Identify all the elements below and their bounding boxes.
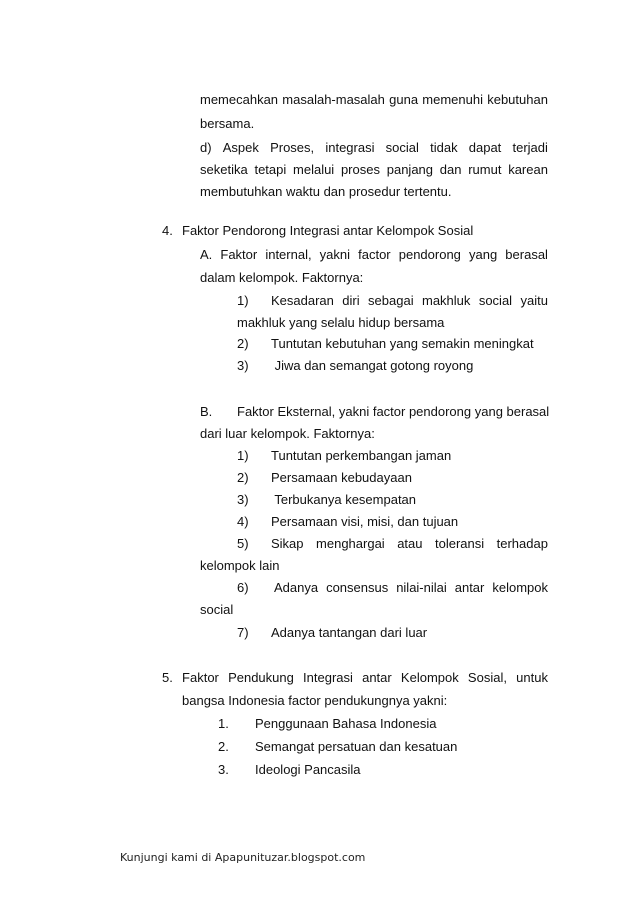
list-item <box>274 580 548 596</box>
list-item: Jiwa dan semangat gotong royong <box>271 358 474 373</box>
word: seketika <box>200 162 248 177</box>
word: tetapi <box>254 162 287 177</box>
factor-b-line-2: dari luar kelompok. Faktornya: <box>200 426 375 441</box>
word: Kesadaran <box>271 293 334 308</box>
page-footer: Kunjungi kami di Apapunituzar.blogspot.com <box>120 851 366 864</box>
word: social <box>478 293 513 308</box>
list-item: Tuntutan kebutuhan yang semakin meningkat <box>271 336 534 351</box>
word: terhadap <box>496 536 548 551</box>
list-number: 1) <box>237 448 249 463</box>
word: makhluk <box>422 293 471 308</box>
section-5-line-1 <box>162 670 548 686</box>
word: masalah-masalah <box>282 92 385 107</box>
factor-a-line-1 <box>200 247 548 263</box>
word: integrasi <box>325 140 375 155</box>
list-number: 5) <box>237 536 249 551</box>
factor-a-label: A. <box>200 247 213 262</box>
list-item: Persamaan kebudayaan <box>271 470 412 485</box>
section-4-title: Faktor Pendorong Integrasi antar Kelompok Sosial <box>182 223 474 238</box>
word: proses <box>340 162 380 177</box>
word: social <box>385 140 419 155</box>
list-item: Ideologi Pancasila <box>255 762 361 777</box>
list-item <box>271 536 548 552</box>
word: menghargai <box>316 536 385 551</box>
list-number: 4) <box>237 514 249 529</box>
word: atau <box>397 536 423 551</box>
list-item-continuation: makhluk yang selalu hidup bersama <box>237 315 445 330</box>
word: memenuhi <box>422 92 483 107</box>
list-number: 6) <box>237 580 249 595</box>
word: diri <box>342 293 360 308</box>
word: Sikap <box>271 536 304 551</box>
word: antar <box>362 670 392 685</box>
word: Sosial, <box>467 670 507 685</box>
item-d-line-1 <box>200 140 548 156</box>
item-d-line-2 <box>200 162 548 178</box>
list-item <box>271 293 548 309</box>
list-number: 2) <box>237 336 249 351</box>
word: internal, <box>265 247 312 262</box>
word: pendorong <box>398 247 461 262</box>
list-item: Adanya tantangan dari luar <box>271 625 428 640</box>
word: consensus <box>326 580 389 595</box>
word: karean <box>508 162 548 177</box>
item-d-label: d) <box>200 140 212 155</box>
word: untuk <box>516 670 548 685</box>
word: terjadi <box>512 140 548 155</box>
word: Faktor <box>182 670 219 685</box>
section-4-number: 4. <box>162 223 173 238</box>
list-item: Persamaan visi, misi, dan tujuan <box>271 514 459 529</box>
word: Aspek <box>222 140 259 155</box>
list-number: 3) <box>237 358 249 373</box>
word: Pendukung <box>228 670 294 685</box>
word: Kelompok <box>400 670 459 685</box>
word: Proses, <box>270 140 315 155</box>
word: factor <box>358 247 391 262</box>
list-number: 3) <box>237 492 249 507</box>
word: kebutuhan <box>487 92 548 107</box>
list-number: 7) <box>237 625 249 640</box>
word: dapat <box>468 140 502 155</box>
word: dan <box>439 162 462 177</box>
word: tidak <box>430 140 458 155</box>
word: antar <box>454 580 485 595</box>
intro-line-1 <box>200 92 548 108</box>
word: Faktor <box>220 247 258 262</box>
list-item: Terbukanya kesempatan <box>271 492 417 507</box>
list-item: Tuntutan perkembangan jaman <box>271 448 452 463</box>
list-item: Semangat persatuan dan kesatuan <box>255 739 458 754</box>
word: kelompok <box>492 580 548 595</box>
word: Integrasi <box>303 670 353 685</box>
list-item: Penggunaan Bahasa Indonesia <box>255 716 437 731</box>
word: memecahkan <box>200 92 279 107</box>
section-5-line-2: bangsa Indonesia factor pendukungnya yakni: <box>182 693 448 708</box>
word: guna <box>389 92 419 107</box>
list-number: 1. <box>218 716 229 731</box>
word: Adanya <box>274 580 319 595</box>
list-item-continuation: kelompok lain <box>200 558 280 573</box>
word: panjang <box>386 162 434 177</box>
item-d-line-3: membutuhkan waktu dan prosedur tertentu. <box>200 184 452 199</box>
word: nilai-nilai <box>396 580 447 595</box>
word: rumut <box>468 162 502 177</box>
word: yakni <box>319 247 351 262</box>
word: yaitu <box>520 293 548 308</box>
word: yang <box>469 247 498 262</box>
list-number: 1) <box>237 293 249 308</box>
list-number: 2. <box>218 739 229 754</box>
intro-line-2: bersama. <box>200 116 255 131</box>
factor-a-line-2: dalam kelompok. Faktornya: <box>200 270 364 285</box>
list-item-continuation: social <box>200 602 234 617</box>
word: sebagai <box>368 293 414 308</box>
word: melalui <box>293 162 335 177</box>
section-5-number: 5. <box>162 670 173 685</box>
list-number: 3. <box>218 762 229 777</box>
word: toleransi <box>435 536 485 551</box>
list-number: 2) <box>237 470 249 485</box>
word: berasal <box>505 247 548 262</box>
factor-b-label: B. <box>200 404 213 419</box>
factor-b-line-1: Faktor Eksternal, yakni factor pendorong yang berasal <box>237 404 550 419</box>
